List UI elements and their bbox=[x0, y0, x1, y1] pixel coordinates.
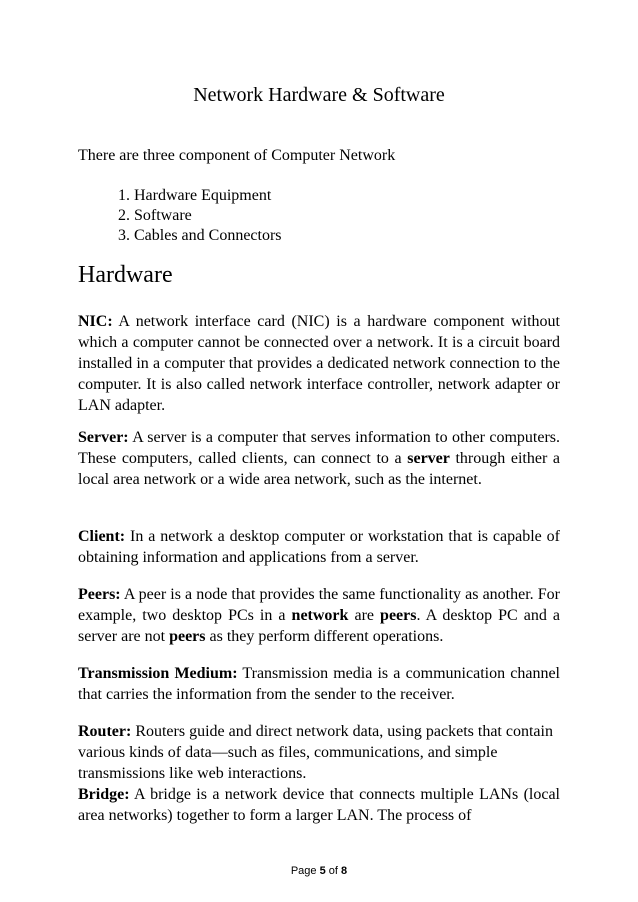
footer-total-pages: 8 bbox=[341, 865, 348, 877]
peers-paragraph bbox=[78, 584, 560, 647]
nic-term: NIC: bbox=[78, 313, 113, 330]
list-item: 2. Software bbox=[118, 207, 192, 224]
peers-text: A peer is a node that provides the same functionality as another. For example, two desktop PCs in a bbox=[78, 586, 560, 624]
server-paragraph bbox=[78, 427, 560, 490]
component-list bbox=[118, 186, 282, 246]
list-item: 1. Hardware Equipment bbox=[118, 187, 272, 204]
server-text: A server is a computer that serves information to other computers. These computers, called clients, can connect to a bbox=[78, 429, 560, 467]
client-paragraph bbox=[78, 526, 560, 568]
server-text-end: through either a local area network or a wide area network, such as the internet. bbox=[78, 450, 561, 488]
peers-text-2: are bbox=[348, 607, 381, 624]
client-text: In a network a desktop computer or workstation that is capable of obtaining information and applications from a server. bbox=[78, 528, 560, 566]
peers-bold-peers: peers bbox=[380, 607, 417, 624]
peers-bold-peers-2: peers bbox=[169, 628, 206, 645]
peers-bold-network: network bbox=[291, 607, 349, 624]
bridge-paragraph bbox=[78, 784, 560, 826]
section-heading: Hardware bbox=[78, 262, 173, 288]
peers-text-3: . A desktop PC and a server are not bbox=[78, 607, 561, 645]
footer-of: of bbox=[325, 865, 342, 877]
page-title: Network Hardware & Software bbox=[193, 84, 445, 106]
list-item: 3. Cables and Connectors bbox=[118, 227, 282, 244]
bridge-term: Bridge: bbox=[78, 786, 130, 803]
nic-paragraph bbox=[78, 311, 560, 416]
nic-text: A network interface card (NIC) is a hardware component without which a computer cannot be connected over a network. It is a circuit board installed in a computer that provides a dedicated network connection to the computer. It is also called network interface controller, network adapter or LAN adapter. bbox=[78, 313, 560, 414]
footer-current-page: 5 bbox=[319, 865, 326, 877]
bridge-text: A bridge is a network device that connects multiple LANs (local area networks) together to form a larger LAN. The process of bbox=[78, 786, 560, 824]
router-text: Routers guide and direct network data, using packets that contain various kinds of data—such as files, communications, and simple transmissions like web interactions. bbox=[78, 723, 553, 782]
transmission-text: Transmission media is a communication channel that carries the information from the sender to the receiver. bbox=[78, 665, 560, 703]
transmission-term: Transmission Medium: bbox=[78, 665, 238, 682]
peers-text-4: as they perform different operations. bbox=[205, 628, 444, 645]
transmission-paragraph bbox=[78, 663, 560, 705]
intro-text: There are three component of Computer Network bbox=[78, 147, 396, 164]
peers-term: Peers: bbox=[78, 586, 121, 603]
client-term: Client: bbox=[78, 528, 126, 545]
server-bold-word: server bbox=[407, 450, 450, 467]
page-footer bbox=[0, 865, 638, 877]
server-term: Server: bbox=[78, 429, 129, 446]
router-paragraph bbox=[78, 721, 560, 784]
footer-prefix: Page bbox=[290, 865, 320, 877]
router-term: Router: bbox=[78, 723, 132, 740]
